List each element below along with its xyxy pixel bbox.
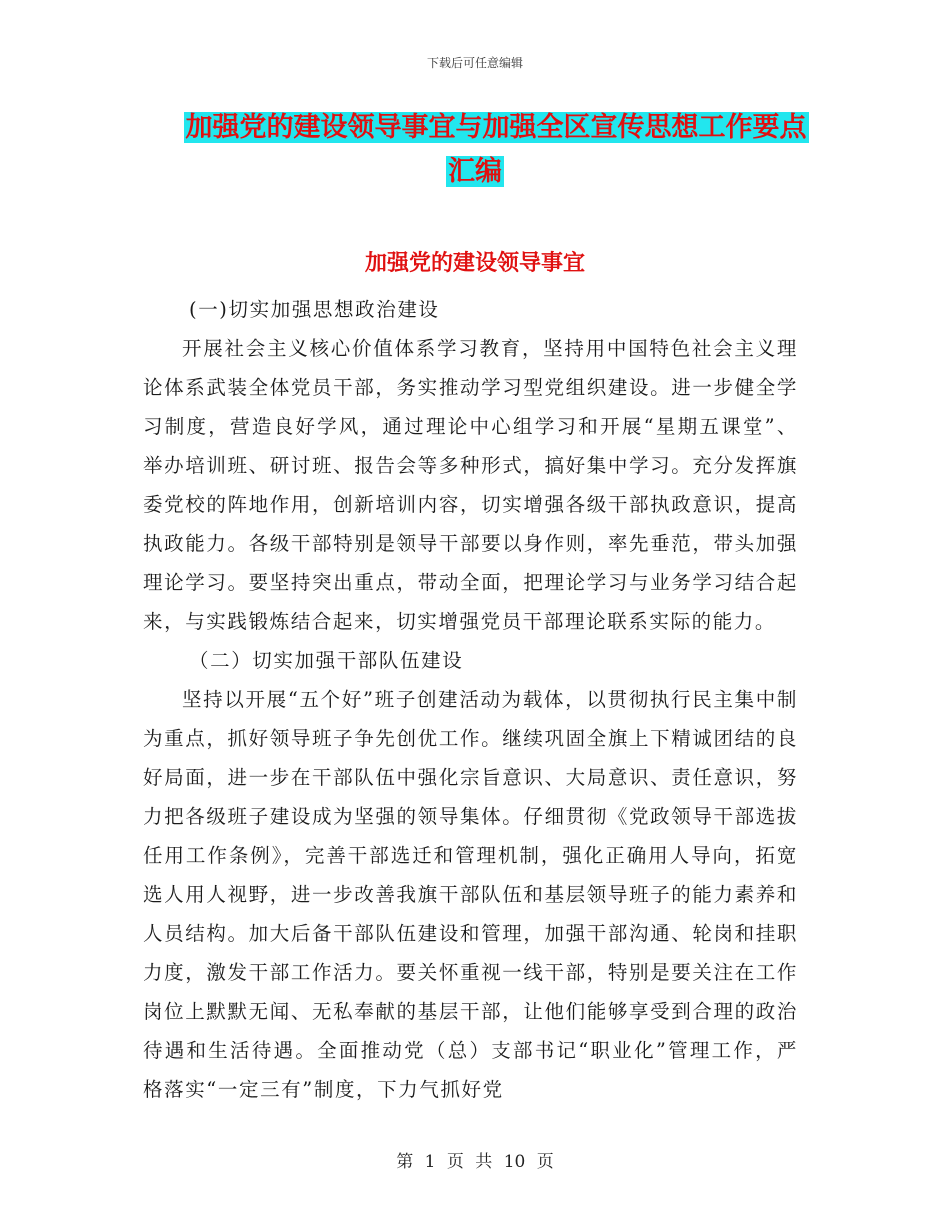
section-heading-1: (一)切实加强思想政治建设 [189, 298, 440, 321]
title-highlight-1: 加强党的建设领导事宜与加强全区宣传思想工作要点 [185, 112, 807, 143]
title-highlight-2: 汇编 [448, 156, 502, 187]
section-heading-2: （二）切实加强干部队伍建设 [189, 649, 464, 672]
document-title-line-2 [0, 153, 950, 191]
section-paragraph-2: 坚持以开展“五个好”班子创建活动为载体，以贯彻执行民主集中制为重点，抓好领导班子争先创优工作。继续巩固全旗上下精诚团结的良好局面，进一步在干部队伍中强化宗旨意识、大局意识、责任意识，努力把各级班子建设成为坚强的领导集体。仔细贯彻《党政领导干部选拔任用工作条例》，完善干部选迁和管理机制，强化正确用人导向，拓宽选人用人视野，进一步改善我旗干部队伍和基层领导班子的能力素养和人员结构。加大后备干部队伍建设和管理，加强干部沟通、轮岗和挂职力度，激发干部工作活力。要关怀重视一线干部，特别是要关注在工作岗位上默默无闻、无私奉献的基层干部，让他们能够享受到合理的政治待遇和生活待遇。全面推动党（总）支部书记“职业化”管理工作，严格落实“一定三有”制度，下力气抓好党 [143, 688, 798, 1101]
section-subtitle: 加强党的建设领导事宜 [364, 250, 585, 276]
document-title-line-1 [0, 109, 950, 147]
page-footer: 第 1 页 共 10 页 [396, 1152, 554, 1172]
document-body [143, 290, 798, 1109]
section-paragraph-1: 开展社会主义核心价值体系学习教育，坚持用中国特色社会主义理论体系武装全体党员干部，务实推动学习型党组织建设。进一步健全学习制度，营造良好学风，通过理论中心组学习和开展“星期五课堂”、举办培训班、研讨班、报告会等多种形式，搞好集中学习。充分发挥旗委党校的阵地作用，创新培训内容，切实增强各级干部执政意识，提高执政能力。各级干部特别是领导干部要以身作则，率先垂范，带头加强理论学习。要坚持突出重点，带动全面，把理论学习与业务学习结合起来，与实践锻炼结合起来，切实增强党员干部理论联系实际的能力。 [143, 337, 798, 633]
header-note: 下载后可任意编辑 [426, 56, 523, 70]
